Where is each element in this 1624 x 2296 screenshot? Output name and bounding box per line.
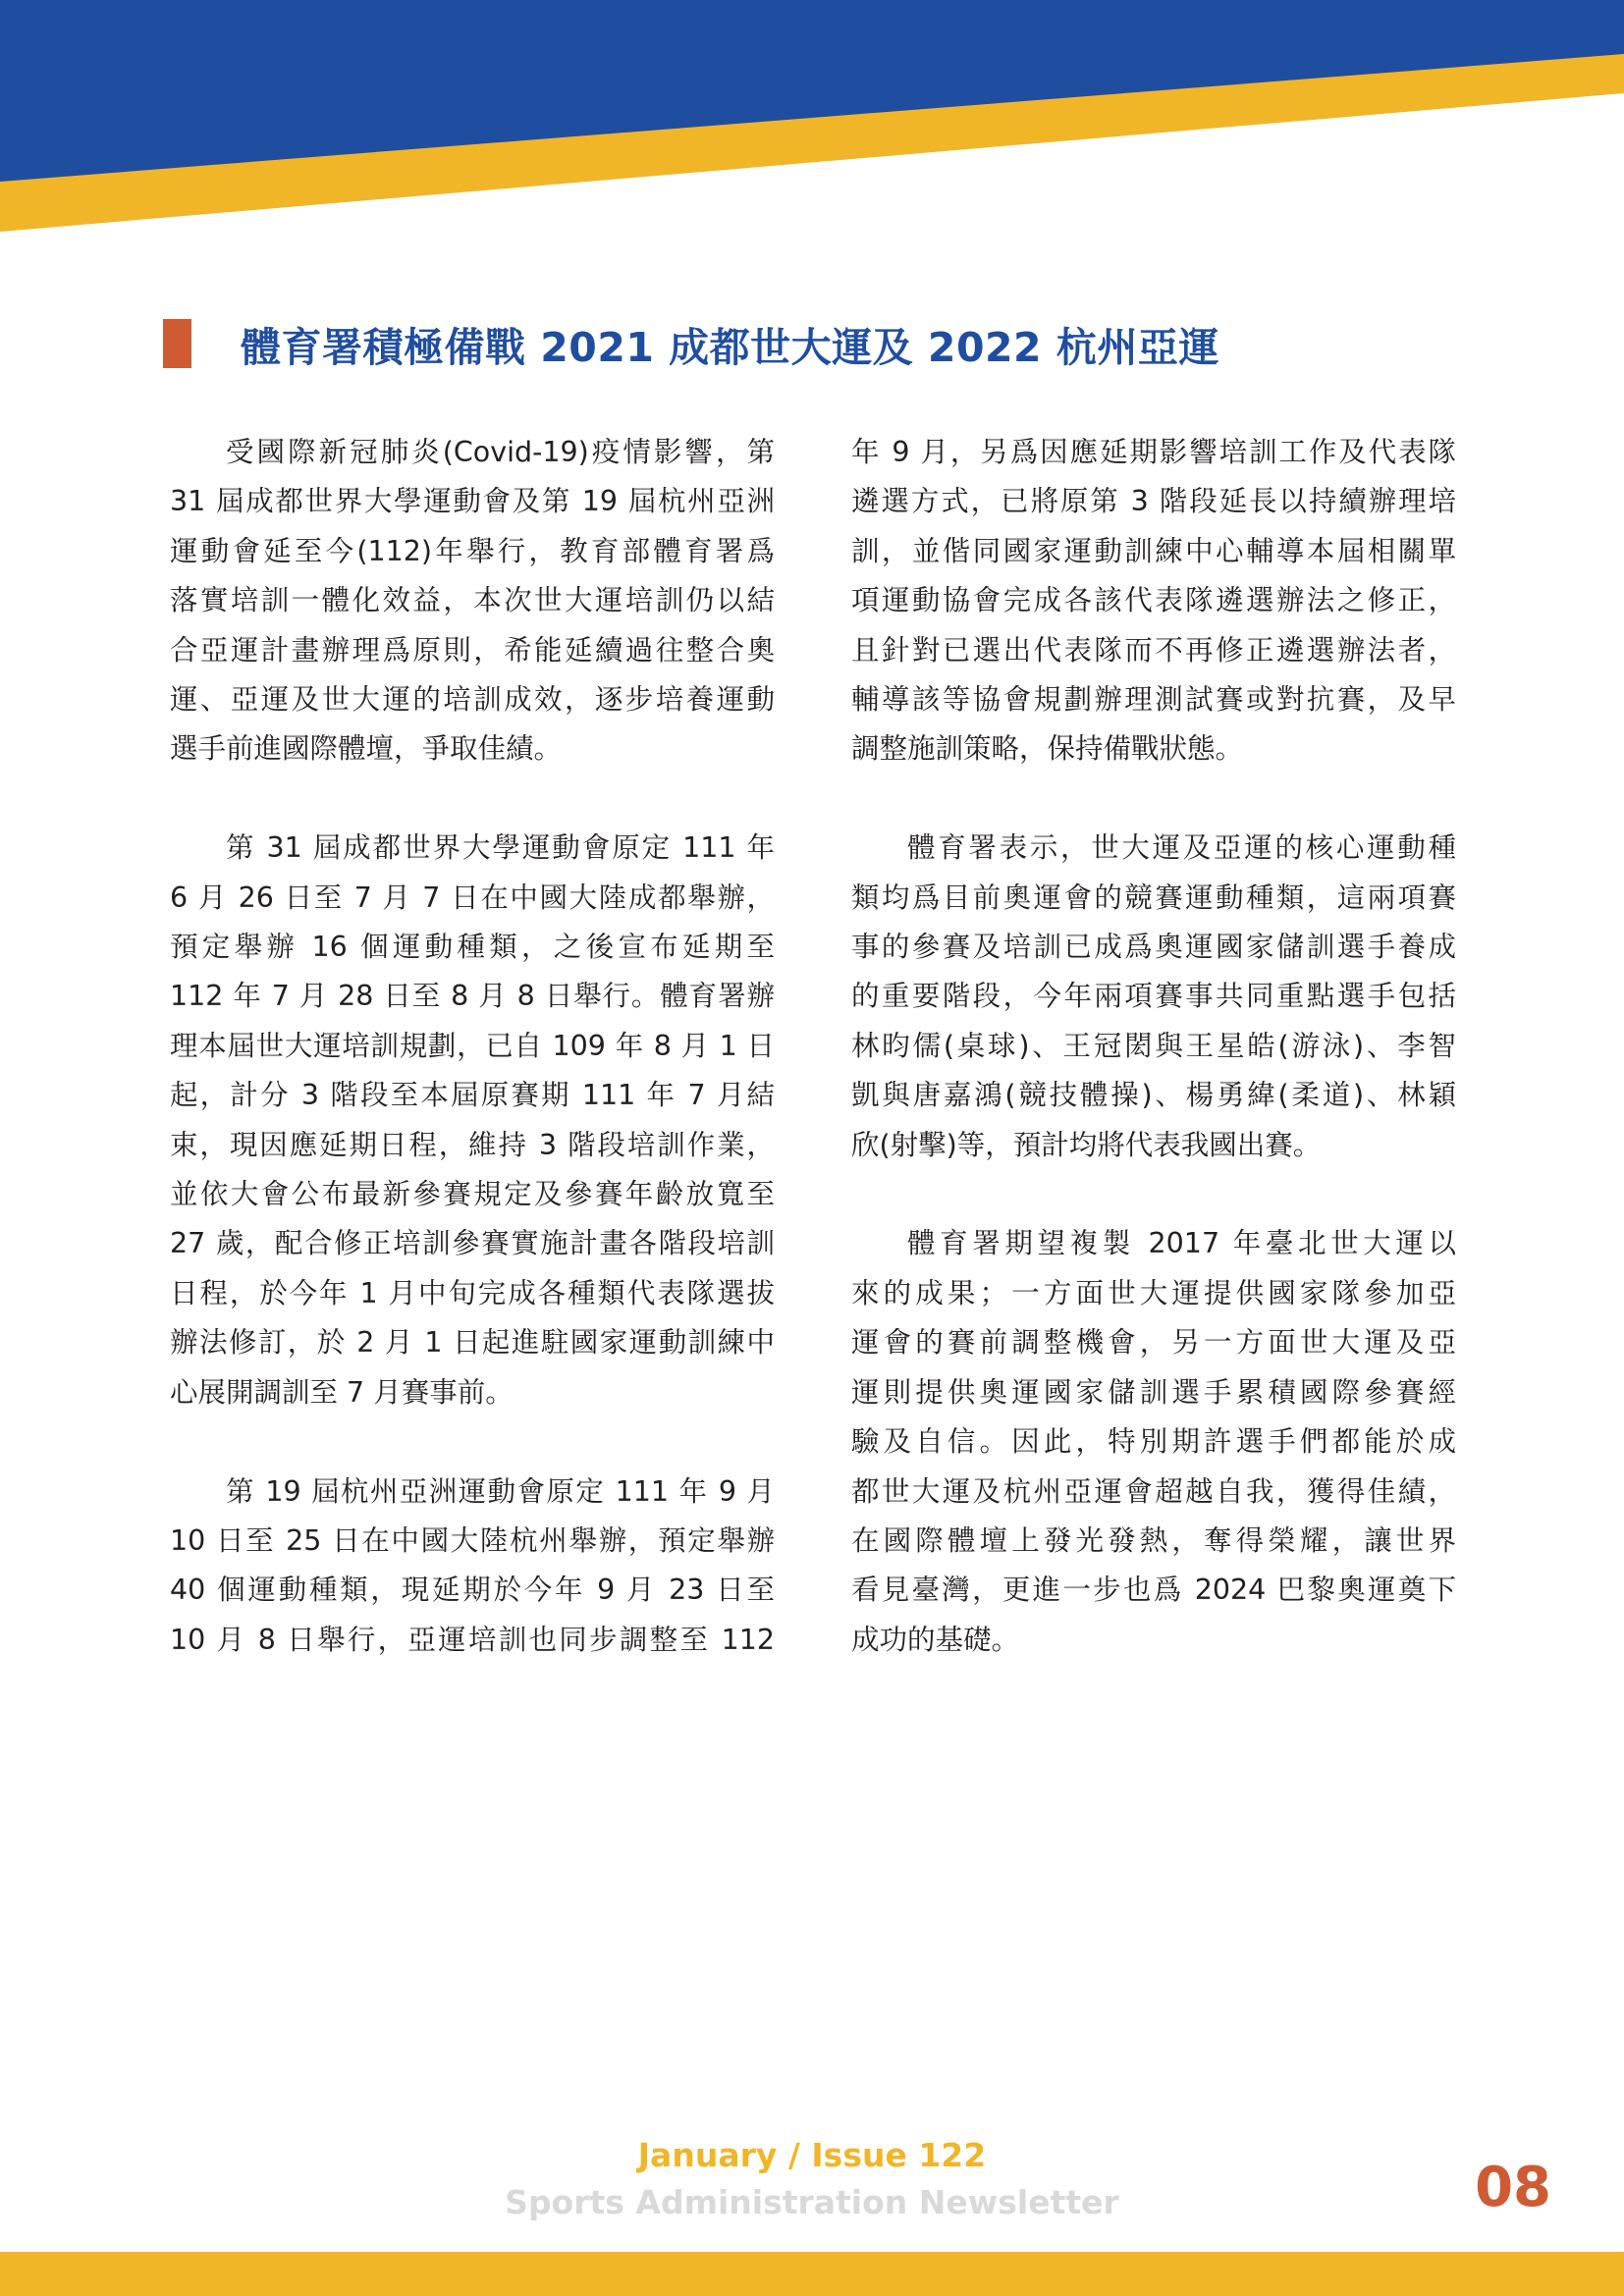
paragraph-2 bbox=[170, 824, 775, 1417]
footer-issue: January / Issue 122 bbox=[637, 2136, 987, 2174]
article-title-row bbox=[163, 314, 1469, 373]
text-line: 合亞運計畫辦理爲原則，希能延續過往整合奧 bbox=[170, 633, 775, 667]
text-line: 輔導該等協會規劃辦理測試賽或對抗賽，及早 bbox=[851, 683, 1456, 717]
title-marker bbox=[163, 319, 191, 368]
text-line: 40 個運動種類，現延期於今年 9 月 23 日至 bbox=[170, 1574, 775, 1607]
text-line: 看見臺灣，更進一步也爲 2024 巴黎奧運奠下 bbox=[851, 1574, 1456, 1607]
text-line: 運、亞運及世大運的培訓成效，逐步培養運動 bbox=[170, 683, 775, 717]
paragraph-3 bbox=[170, 1468, 775, 1666]
text-line: 辦法修訂，於 2 月 1 日起進駐國家運動訓練中 bbox=[170, 1326, 775, 1360]
text-line: 預定舉辦 16 個運動種類，之後宣布延期至 bbox=[170, 931, 775, 964]
footer-yellow-band bbox=[0, 2252, 1624, 2296]
text-line: 項運動協會完成各該代表隊遴選辦法之修正， bbox=[851, 584, 1456, 617]
text-line: 束，現因應延期日程，維持 3 階段培訓作業， bbox=[170, 1128, 775, 1161]
text-line: 31 屆成都世界大學運動會及第 19 屆杭州亞洲 bbox=[170, 485, 775, 518]
text-line: 的重要階段，今年兩項賽事共同重點選手包括 bbox=[851, 980, 1456, 1013]
paragraph-4 bbox=[851, 824, 1456, 1170]
text-line: 欣(射擊)等，預計均將代表我國出賽。 bbox=[851, 1128, 1322, 1161]
paragraph-5 bbox=[851, 1219, 1456, 1665]
text-line: 年 9 月，另爲因應延期影響培訓工作及代表隊 bbox=[851, 436, 1456, 468]
text-line: 受國際新冠肺炎(Covid-19)疫情影響，第 bbox=[226, 436, 775, 468]
text-line: 在國際體壇上發光發熱，奪得榮耀，讓世界 bbox=[851, 1523, 1456, 1557]
right-column bbox=[851, 428, 1456, 1665]
text-line: 訓，並偕同國家運動訓練中心輔導本屆相關單 bbox=[851, 534, 1456, 567]
footer-newsletter-name: Sports Administration Newsletter bbox=[505, 2183, 1119, 2221]
text-line: 且針對已選出代表隊而不再修正遴選辦法者， bbox=[851, 633, 1456, 667]
text-line: 日程，於今年 1 月中旬完成各種類代表隊選拔 bbox=[170, 1276, 775, 1309]
text-line: 驗及自信。因此，特別期許選手們都能於成 bbox=[851, 1425, 1456, 1459]
text-line: 起，計分 3 階段至本屆原賽期 111 年 7 月結 bbox=[170, 1079, 775, 1112]
text-line: 6 月 26 日至 7 月 7 日在中國大陸成都舉辦， bbox=[170, 881, 775, 914]
text-line: 事的參賽及培訓已成爲奧運國家儲訓選手養成 bbox=[851, 931, 1456, 964]
paragraph-gap bbox=[170, 774, 775, 824]
text-line: 並依大會公布最新參賽規定及參賽年齡放寬至 bbox=[170, 1178, 775, 1211]
text-line: 選手前進國際體壇，爭取佳績。 bbox=[170, 732, 563, 766]
paragraph-1 bbox=[170, 428, 775, 774]
left-column bbox=[170, 428, 775, 1665]
page-number: 08 bbox=[1475, 2156, 1551, 2219]
text-line: 27 歲，配合修正培訓參賽實施計畫各階段培訓 bbox=[170, 1227, 775, 1260]
text-line: 第 19 屆杭州亞洲運動會原定 111 年 9 月 bbox=[226, 1474, 775, 1508]
text-line: 心展開調訓至 7 月賽事前。 bbox=[170, 1375, 514, 1409]
text-line: 凱與唐嘉鴻(競技體操)、楊勇緯(柔道)、林穎 bbox=[851, 1079, 1456, 1112]
text-line: 來的成果；一方面世大運提供國家隊參加亞 bbox=[851, 1276, 1456, 1309]
text-line: 類均爲目前奧運會的競賽運動種類，這兩項賽 bbox=[851, 881, 1456, 914]
text-line: 遴選方式，已將原第 3 階段延長以持續辦理培 bbox=[851, 485, 1456, 518]
text-line: 成功的基礎。 bbox=[851, 1623, 1020, 1656]
paragraph-gap bbox=[851, 774, 1456, 824]
text-line: 都世大運及杭州亞運會超越自我，獲得佳績， bbox=[851, 1474, 1456, 1508]
text-line: 第 31 屆成都世界大學運動會原定 111 年 bbox=[226, 831, 775, 865]
article-title: 體育署積極備戰 2021 成都世大運及 2022 杭州亞運 bbox=[241, 323, 1219, 371]
text-line: 理本屆世大運培訓規劃，已自 109 年 8 月 1 日 bbox=[170, 1029, 775, 1062]
text-line: 10 日至 25 日在中國大陸杭州舉辦，預定舉辦 bbox=[170, 1523, 775, 1557]
header-banner bbox=[0, 0, 1624, 236]
text-line: 林昀儒(桌球)、王冠閎與王星皓(游泳)、李智 bbox=[851, 1029, 1456, 1062]
text-line: 運則提供奧運國家儲訓選手累積國際參賽經 bbox=[851, 1375, 1456, 1409]
text-line: 運動會延至今(112)年舉行，教育部體育署爲 bbox=[170, 534, 775, 567]
text-line: 10 月 8 日舉行，亞運培訓也同步調整至 112 bbox=[170, 1623, 775, 1656]
text-line: 落實培訓一體化效益，本次世大運培訓仍以結 bbox=[170, 584, 775, 617]
text-line: 112 年 7 月 28 日至 8 月 8 日舉行。體育署辦 bbox=[170, 980, 775, 1013]
text-line: 調整施訓策略，保持備戰狀態。 bbox=[851, 732, 1244, 766]
text-line: 體育署期望複製 2017 年臺北世大運以 bbox=[907, 1227, 1456, 1260]
paragraph-3-continued bbox=[851, 428, 1456, 774]
paragraph-gap bbox=[851, 1170, 1456, 1219]
paragraph-gap bbox=[170, 1417, 775, 1467]
text-line: 體育署表示，世大運及亞運的核心運動種 bbox=[907, 831, 1456, 865]
text-line: 運會的賽前調整機會，另一方面世大運及亞 bbox=[851, 1326, 1456, 1360]
